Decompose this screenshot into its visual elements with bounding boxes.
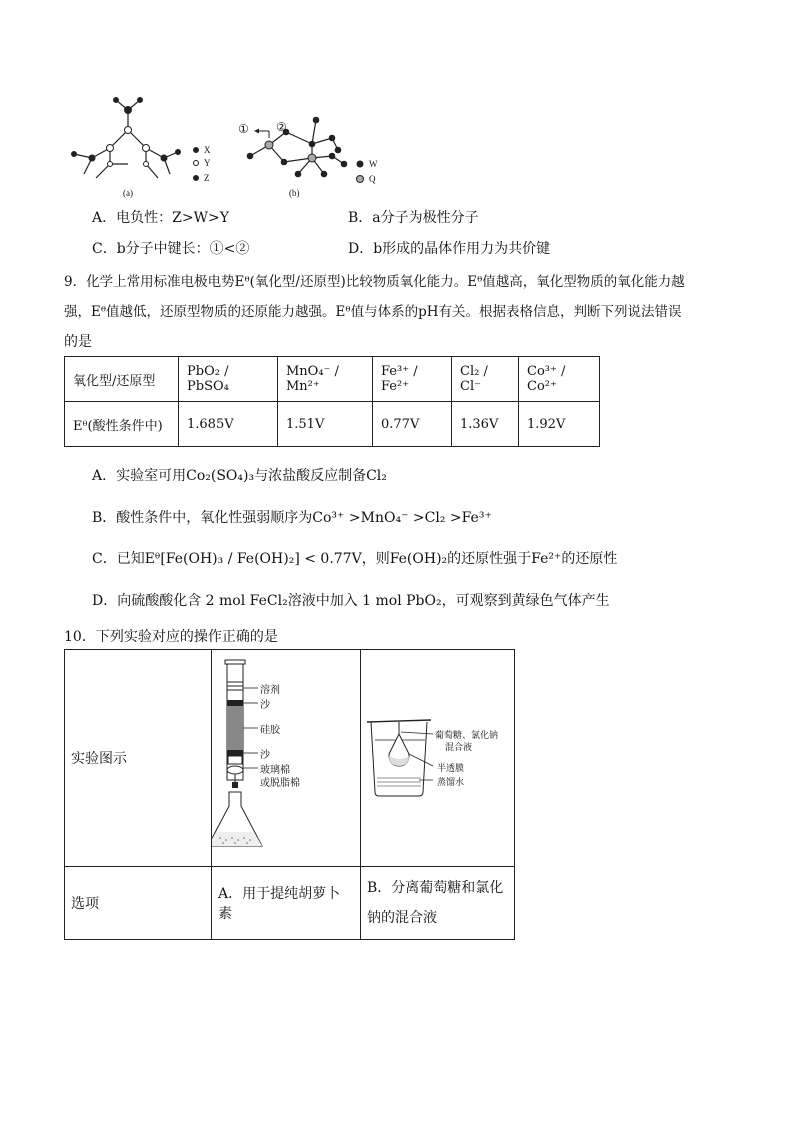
q8-option-a: A．电负性：Z>W>Y xyxy=(92,210,229,226)
q8-option-d: D．b形成的晶体作用力为共价键 xyxy=(348,241,551,257)
label-sand-top: 沙 xyxy=(260,700,270,711)
q8-option-c: C．b分子中键长：①<② xyxy=(92,241,250,257)
table-cell: MnO₄⁻ / Mn²⁺ xyxy=(278,357,373,402)
table-cell: Eᶿ(酸性条件中) xyxy=(65,402,179,447)
column-chromatography-cell xyxy=(212,650,361,867)
q9-option-b: B．酸性条件中，氧化性强弱顺序为Co³⁺ >MnO₄⁻ >Cl₂ >Fe³⁺ xyxy=(92,510,492,526)
row-label-diagram: 实验图示 xyxy=(65,650,212,867)
label-solvent: 溶剂 xyxy=(260,685,280,696)
figure-b-caption: (b) xyxy=(289,188,300,198)
q10-option-b xyxy=(361,867,515,940)
q9-stem-line3: 的是 xyxy=(64,334,92,350)
table-cell: PbO₂ / PbSO₄ xyxy=(179,357,278,402)
table-cell: Co³⁺ / Co²⁺ xyxy=(519,357,600,402)
label-glass-wool: 玻璃棉 xyxy=(260,765,290,776)
table-row xyxy=(65,867,515,940)
q9-stem-line2: 强，Eᶿ值越低，还原型物质的还原能力越强。Eᶿ值与体系的pH有关。根据表格信息，判断下列说法错误 xyxy=(64,304,682,320)
label-membrane: 半透膜 xyxy=(437,764,465,774)
legend-x: X xyxy=(204,145,211,155)
table-cell: 1.685V xyxy=(179,402,278,447)
q9-stem-line1: 9．化学上常用标准电极电势Eᶿ(氧化型/还原型)比较物质氧化能力。Eᶿ值越高，氧化型物质的氧化能力越 xyxy=(64,274,685,290)
label-cotton: 或脱脂棉 xyxy=(260,778,300,789)
q8-option-b: B．a分子为极性分子 xyxy=(348,210,479,226)
dialysis-beaker-diagram xyxy=(361,650,502,866)
q10-option-b-line2: 钠的混合液 xyxy=(367,910,437,926)
q9-option-d: D．向硫酸酸化含 2 mol FeCl₂溶液中加入 1 mol PbO₂，可观察到黄绿色气体产生 xyxy=(92,593,610,609)
row-label-option: 选项 xyxy=(65,867,212,940)
legend-w: W xyxy=(369,159,378,169)
table-cell: Cl₂ / Cl⁻ xyxy=(452,357,519,402)
q9-option-a: A．实验室可用Co₂(SO₄)₃与浓盐酸反应制备Cl₂ xyxy=(92,468,387,484)
figure-b xyxy=(240,112,380,192)
label-mixture: 葡萄糖、氯化钠 xyxy=(435,731,499,741)
label-mixture-2: 混合液 xyxy=(445,743,473,753)
q9-potential-table xyxy=(64,356,600,447)
label-water: 蒸馏水 xyxy=(437,778,465,788)
label-sand-bottom: 沙 xyxy=(260,750,270,761)
q9-option-c: C．已知Eᶿ[Fe(OH)₃ / Fe(OH)₂] < 0.77V，则Fe(OH)₂的还原性强于Fe²⁺的还原性 xyxy=(92,551,618,567)
figure-a xyxy=(66,92,226,202)
q10-experiment-table xyxy=(64,649,515,940)
dialysis-cell xyxy=(361,650,515,867)
table-header-row xyxy=(65,357,600,402)
q10-option-a: A．用于提纯胡萝卜素 xyxy=(212,867,361,940)
label-silica: 硅胶 xyxy=(260,725,280,736)
legend-z: Z xyxy=(204,173,210,183)
q10-stem: 10．下列实验对应的操作正确的是 xyxy=(64,629,278,645)
marker-1: ① xyxy=(238,122,249,136)
q10-option-b-line1: B．分离葡萄糖和氯化 xyxy=(367,880,504,896)
table-cell: 0.77V xyxy=(373,402,452,447)
chromatography-column-diagram xyxy=(212,650,348,866)
table-cell: 1.51V xyxy=(278,402,373,447)
marker-2: ② xyxy=(276,120,287,134)
legend-y: Y xyxy=(204,158,211,168)
figure-a-caption: (a) xyxy=(123,188,133,198)
table-cell: 氧化型/还原型 xyxy=(65,357,179,402)
table-cell: 1.36V xyxy=(452,402,519,447)
table-row xyxy=(65,650,515,867)
table-row xyxy=(65,402,600,447)
legend-q: Q xyxy=(369,174,376,184)
table-cell: 1.92V xyxy=(519,402,600,447)
table-cell: Fe³⁺ / Fe²⁺ xyxy=(373,357,452,402)
